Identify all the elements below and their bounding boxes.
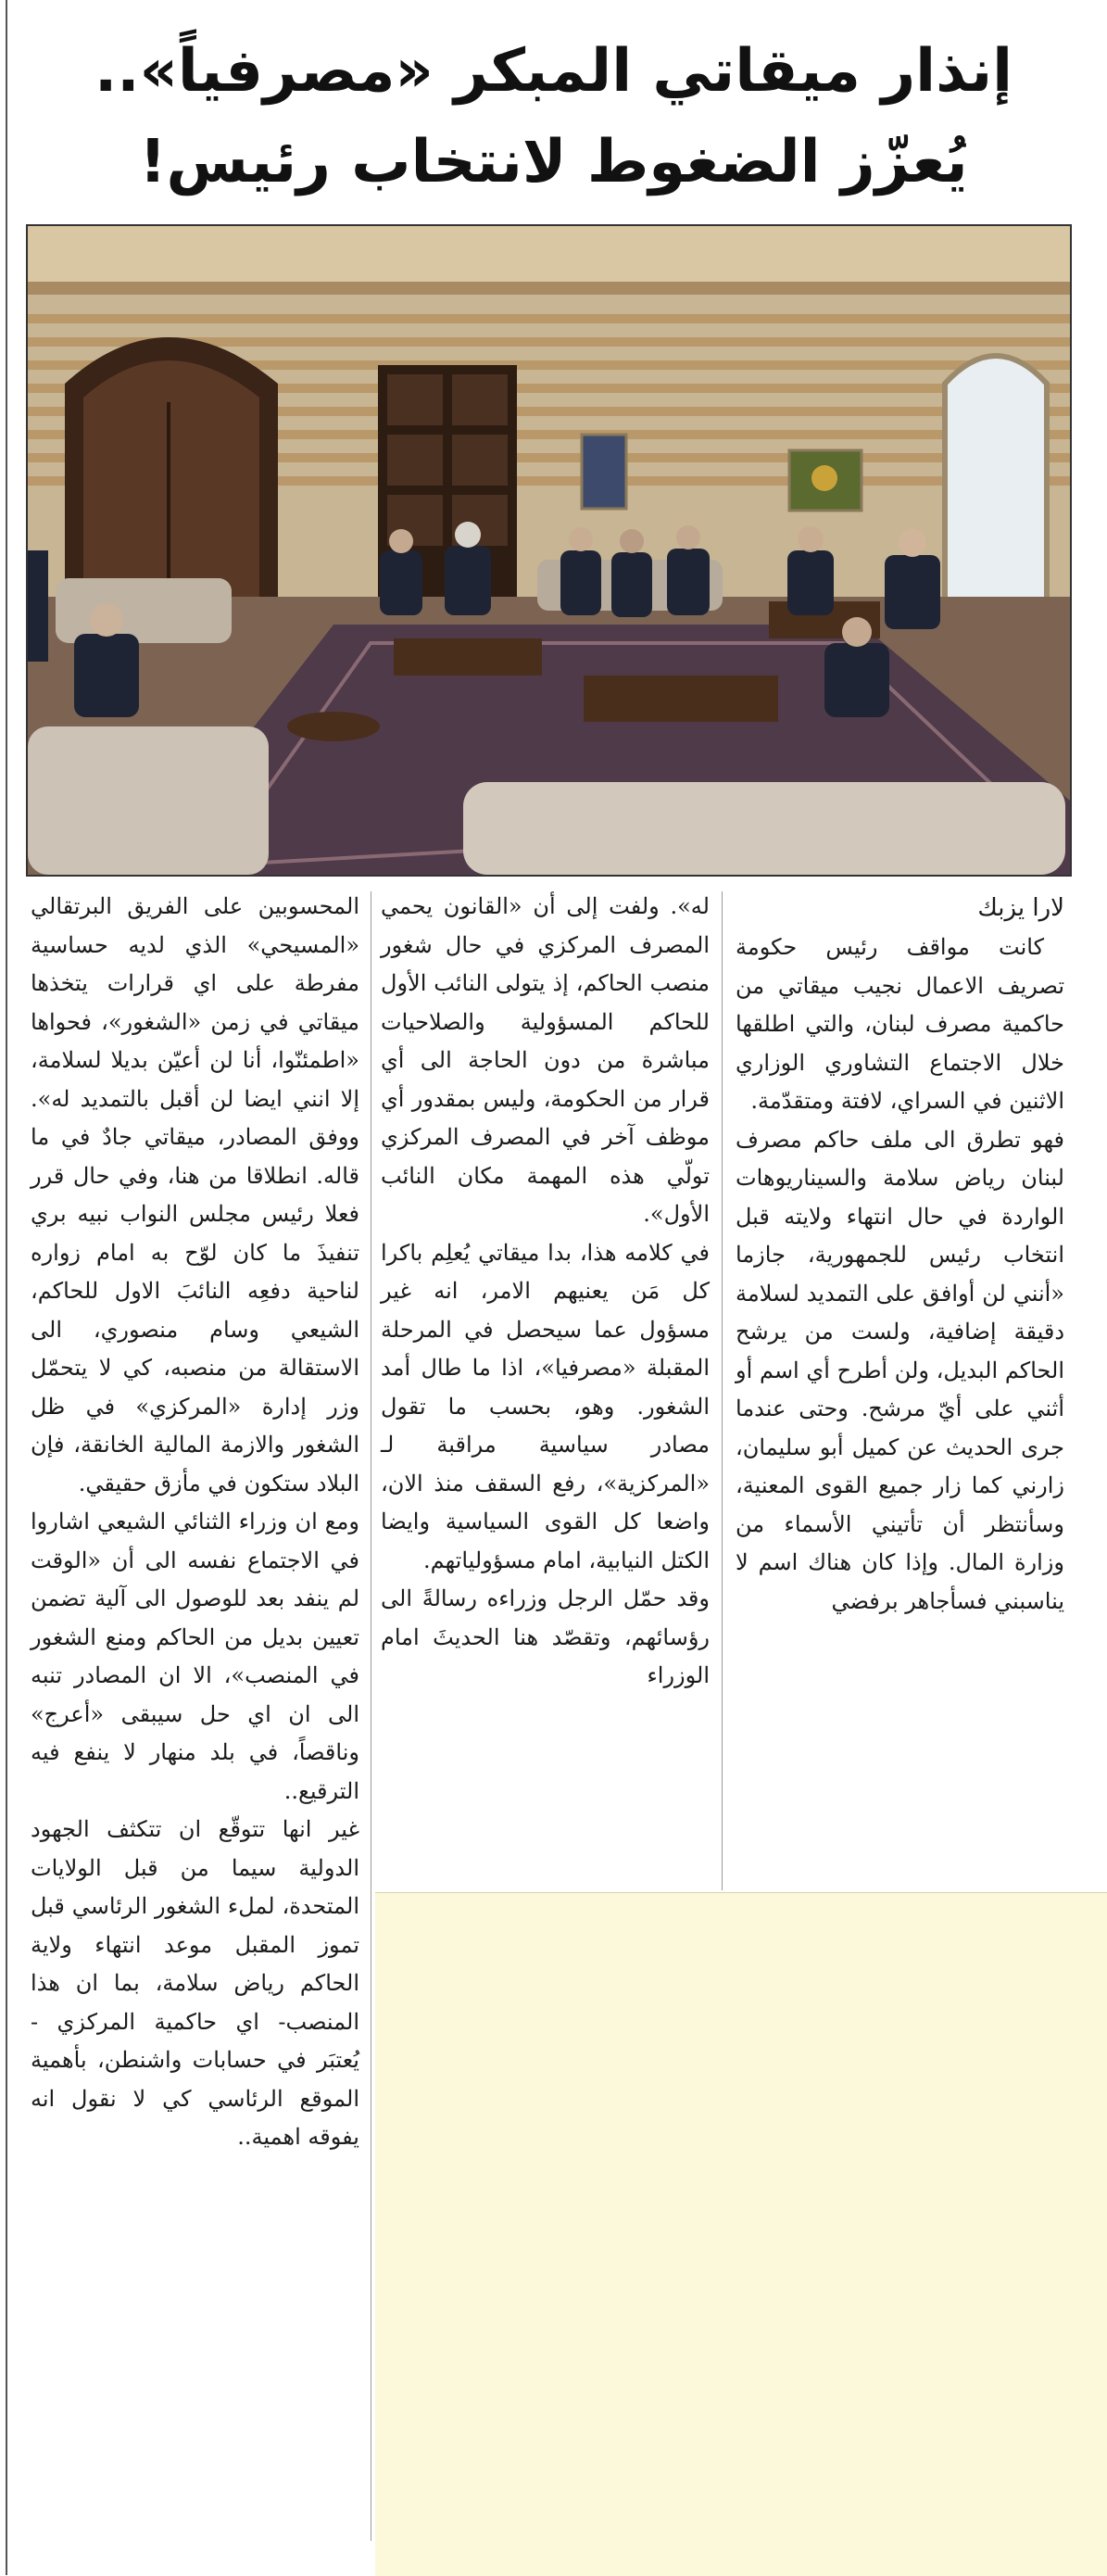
meeting-photo [26,224,1072,877]
paragraph: له». ولفت إلى أن «القانون يحمي المصرف المركزي في حال شغور منصب الحاكم، إذ يتولى النائب الأول للحاكم المسؤولية والصلاحيات مباشرة من دون الحاجة الى أي قرار من الحكومة، وليس بمقدور أي موظف آخر في المصرف المركزي تولّي هذه المهمة مكان النائب الأول». [381,893,710,1227]
empty-sidebar-box [375,1892,1107,2576]
headline-line-2: يُعزّز الضغوط لانتخاب رئيس! [139,128,968,196]
column-middle [381,888,710,1696]
column-right [736,888,1064,1621]
paragraph: ومع ان وزراء الثنائي الشيعي اشاروا في الاجتماع نفسه الى أن «الوقت لم ينفد بعد للوصول الى آلية تضمن تعيين بديل من الحاكم ومنع الشغور في المنصب»، الا ان المصادر تنبه الى ان اي حل سيبقى «أعرج» وناقصاً، في بلد منهار لا ينفع فيه الترقيع.. [31,1509,359,1804]
paragraph: فهو تطرق الى ملف حاكم مصرف لبنان رياض سلامة والسيناريوهات الواردة في حال انتهاء ولايته قبل انتخاب رئيس للجمهورية، جازما «أنني لن أوافق على التمديد لسلامة دقيقة إضافية، ولست من يرشح الحاكم البديل، ولن أطرح أي اسم أو أثني على أيّ مرشح. وحتى عندما جرى الحديث عن كميل أبو سليمان، زارني كما زار جميع القوى المعنية، وسأنتظر أن تأتيني الأسماء من وزارة المال. وإذا كان هناك اسم لا يناسبني فسأجاهر برفضي [736,1126,1064,1614]
headline-line-1: إنذار ميقاتي المبكر «مصرفياً».. [94,37,1013,106]
page-edge-rule [6,0,7,2575]
paragraph: كانت مواقف رئيس حكومة تصريف الاعمال نجيب ميقاتي من حاكمية مصرف لبنان، والتي اطلقها خلال الاجتماع التشاوري الوزاري الاثنين في السراي، لافتة ومتقدّمة. [736,934,1064,1114]
byline: لارا يزبك [977,894,1064,922]
column-divider [722,891,723,1890]
column-left [31,888,359,2157]
headline [28,26,1079,208]
paragraph: المحسوبين على الفريق البرتقالي «المسيحي» الذي لديه حساسية مفرطة على اي قرارات يتخذها ميقاتي في زمن «الشغور»، فحواها «اطمئنّوا، أنا لن أعيّن بديلا لسلامة، إلا انني ايضا لن أقبل بالتمديد له». ووفق المصادر، ميقاتي جادٌ في ما قاله. انطلاقا من هنا، وفي حال قرر فعلا رئيس مجلس النواب نبيه بري تنفيذَ ما كان لوّح به امام زواره لناحية دفعِه النائبَ الاول للحاكم، الشيعي وسام منصوري، الى الاستقالة من منصبه، كي لا يتحمّل وزر إدارة «المركزي» في ظل الشغور والازمة المالية الخانقة، فإن البلاد ستكون في مأزق حقيقي. [31,893,359,1496]
paragraph: وقد حمّل الرجل وزراءه رسالةً الى رؤسائهم، وتقصّد هنا الحديثَ امام الوزراء [381,1585,710,1688]
paragraph: غير انها تتوقّع ان تتكثف الجهود الدولية سيما من قبل الولايات المتحدة، لملء الشغور الرئاسي قبل تموز المقبل موعد انتهاء ولاية الحاكم رياض سلامة، بما ان هذا المنصب- اي حاكمية المركزي - يُعتبَر في حسابات واشنطن، بأهمية الموقع الرئاسي كي لا نقول انه يفوقه اهمية.. [31,1816,359,2150]
paragraph: في كلامه هذا، بدا ميقاتي يُعلِم باكرا كل مَن يعنيهم الامر، انه غير مسؤول عما سيحصل في المرحلة المقبلة «مصرفيا»، اذا ما طال أمد الشغور. وهو، بحسب ما تقول مصادر سياسية مراقبة لـ «المركزية»، رفع السقف منذ الان، واضعا كل القوى السياسية وايضا الكتل النيابية، امام مسؤولياتهم. [381,1239,710,1573]
